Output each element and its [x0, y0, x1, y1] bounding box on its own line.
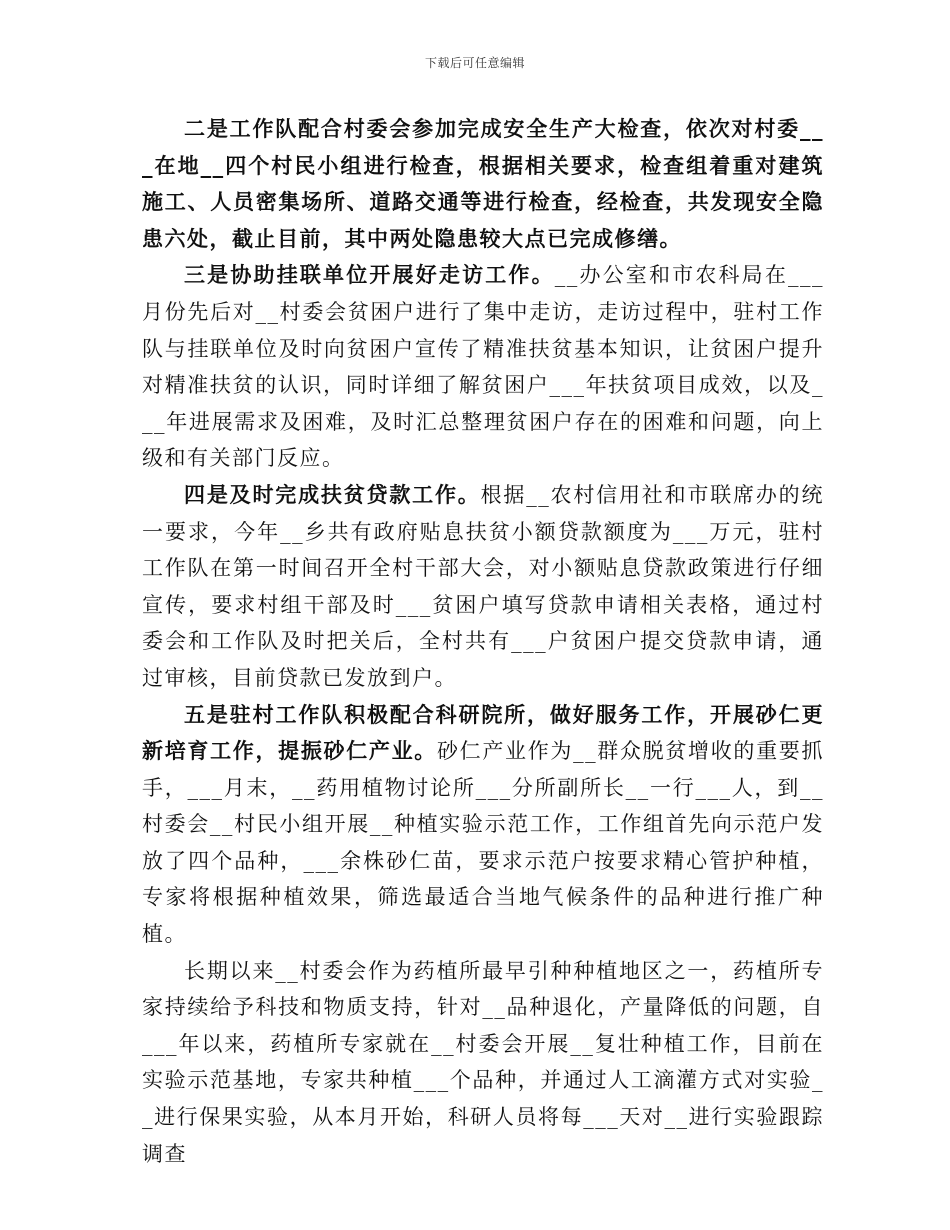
paragraph-safety-inspection: [142, 111, 824, 257]
page-header: 下载后可任意编辑: [424, 56, 525, 70]
document-body: [142, 111, 824, 1172]
paragraph-long-term-support: [142, 953, 824, 1173]
paragraph-visit-work: [142, 257, 824, 477]
paragraph-lead: 五是驻村工作队积极配合科研院所，做好服务工作，开展砂仁更新培育工作，提振砂仁产业。: [142, 701, 824, 764]
paragraph-lead: 三是协助挂联单位开展好走访工作。: [184, 262, 555, 288]
paragraph-text: 长期以来__村委会作为药植所最早引种种植地区之一，药植所专家持续给予科技和物质支持，针对__品种退化，产量降低的问题，自___年以来，药植所专家就在__村委会开展__复壮种植工作，目前在实验示范基地，专家共种植___个品种，并通过人工滴灌方式对实验__进行保果实验，从本月开始，科研人员将每___天对__进行实验跟踪调查: [142, 958, 824, 1166]
paragraph-text: 砂仁产业作为__群众脱贫增收的重要抓手，___月末，__药用植物讨论所___分所副所长__一行___人，到__村委会__村民小组开展__种植实验示范工作，工作组首先向示范户发放了四个品种，___余株砂仁苗，要求示范户按要求精心管护种植，专家将根据种植效果，筛选最适合当地气候条件的品种进行推广种植。: [142, 739, 825, 947]
paragraph-text: 根据__农村信用社和市联席办的统一要求，今年__乡共有政府贴息扶贫小额贷款额度为___万元，驻村工作队在第一时间召开全村干部大会，对小额贴息贷款政策进行仔细宣传，要求村组干部及时___贫困户填写贷款申请相关表格，通过村委会和工作队及时把关后，全村共有___户贫困户提交贷款申请，通过审核，目前贷款已发放到户。: [142, 482, 825, 690]
paragraph-amomum-industry: [142, 697, 824, 953]
paragraph-lead: 四是及时完成扶贫贷款工作。: [184, 481, 481, 507]
paragraph-text: 二是工作队配合村委会参加完成安全生产大检查，依次对村委___在地__四个村民小组进行检查，根据相关要求，检查组着重对建筑施工、人员密集场所、道路交通等进行检查，经检查，共发现安全隐患六处，截止目前，其中两处隐患较大点已完成修缮。: [142, 116, 824, 251]
paragraph-text: __办公室和市农科局在___月份先后对__村委会贫困户进行了集中走访，走访过程中，驻村工作队与挂联单位及时向贫困户宣传了精准扶贫基本知识，让贫困户提升对精准扶贫的认识，同时详细了解贫困户___年扶贫项目成效，以及___年进展需求及困难，及时汇总整理贫困户存在的困难和问题，向上级和有关部门反应。: [142, 263, 825, 471]
paragraph-loan-work: [142, 477, 824, 697]
